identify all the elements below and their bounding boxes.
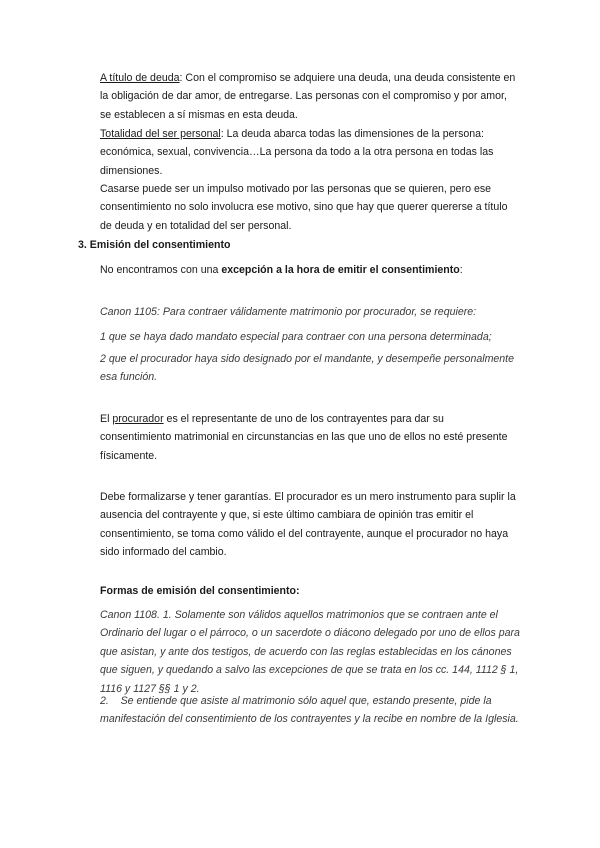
term-procurador: procurador [112,413,164,425]
paragraph-text: Casarse puede ser un impulso motivado por las personas que se quieren, pero ese consentimiento no solo involucra ese motivo, sino que hay que querer quererse a título de deuda y en totalidad del ser personal. [100,183,508,232]
canon-1105-item-2: 2 que el procurador haya sido designado por el mandante, y desempeñe personalmente esa función. [100,353,515,384]
canon-1108-1: Canon 1108. 1. Solamente son válidos aquellos matrimonios que se contraen ante el Ordinario del lugar o el párroco, o un sacerdote o diácono delegado por uno de ellos para que asistan, y ante dos testigos, de acuerdo con las reglas establecidas en los cánones que siguen, y quedando a salvo las excepciones de que se trata en los cc. 144, 1112 § 1, 1116 y 1127 §§ 1 y 2. [100,609,520,695]
term-totalidad: Totalidad del ser personal [100,128,221,140]
paragraph-text: : Con el compromiso se adquiere una deuda, una deuda consistente en la obligación de dar amor, de entregarse. Las personas con el compromiso y por amor, se establecen a sí mismas en esta deuda. [100,72,516,121]
intro-text: No encontramos con una [100,264,222,276]
paragraph-titulo-de-deuda [100,69,518,124]
intro-colon: : [459,264,463,276]
term-titulo-de-deuda: A título de deuda [100,72,180,84]
paragraph-text: : La deuda abarca todas las dimensiones de la persona: económica, sexual, convivencia…La persona da todo a la otra persona en todas las dimensiones. [100,128,494,177]
paragraph-intro-excepcion [100,261,518,279]
paragraph-totalidad [100,125,518,180]
canon-1108-2: 2. Se entiende que asiste al matrimonio sólo aquel que, estando presente, pide la manifestación del consentimiento de los contrayentes y la recibe en nombre de la Iglesia. [100,695,519,726]
intro-bold: excepción a la hora de emitir el consentimiento [221,264,460,276]
canon-1105-item-1: 1 que se haya dado mandato especial para contraer con una persona determinada; [100,331,492,343]
section-heading-formas: Formas de emisión del consentimiento: [100,585,300,597]
paragraph-casarse [100,180,518,235]
paragraph-formalizarse [100,488,520,562]
paragraph-procurador [100,410,518,465]
canon-1105-title: Canon 1105: Para contraer válidamente matrimonio por procurador, se requiere: [100,306,477,318]
paragraph-text: es el representante de uno de los contrayentes para dar su consentimiento matrimonial en circunstancias en las que uno de ellos no esté presente físicamente. [100,413,508,462]
section-heading-emision: 3. Emisión del consentimiento [78,239,231,251]
paragraph-text: Debe formalizarse y tener garantías. El procurador es un mero instrumento para suplir la ausencia del contrayente y que, si este último cambiara de opinión tras emitir el consentimiento, se toma como válido el del contrayente, aunque el procurador no haya sido informado del cambio. [100,491,516,559]
paragraph-text: El [100,413,113,425]
